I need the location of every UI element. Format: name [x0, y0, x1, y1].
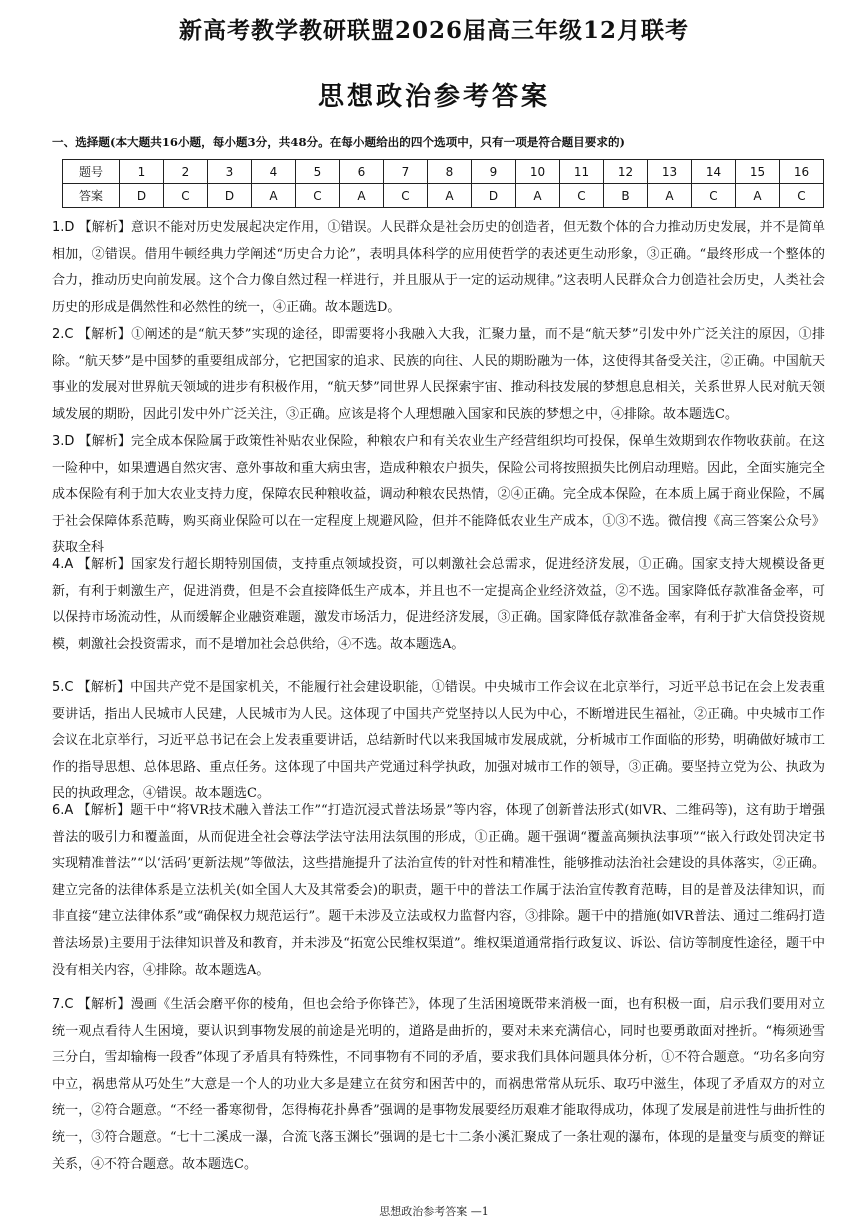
- question-number-cell: 1: [120, 160, 164, 184]
- question-number-cell: 15: [736, 160, 780, 184]
- table-row-numbers: [63, 160, 824, 184]
- question-number: 2.C: [52, 327, 74, 342]
- answer-cell: A: [516, 184, 560, 208]
- question-number-cell: 3: [208, 160, 252, 184]
- question-number: 3.D: [52, 434, 75, 449]
- question-number-cell: 14: [692, 160, 736, 184]
- row-label-number: 题号: [63, 160, 120, 184]
- answer-cell: C: [164, 184, 208, 208]
- answer-cell: D: [120, 184, 164, 208]
- section-heading: 一、选择题(本大题共16小题，每小题3分，共48分。在每小题给出的四个选项中，只有一项是符合题目要求的): [52, 135, 626, 149]
- table-row-answers: [63, 184, 824, 208]
- answer-cell: D: [472, 184, 516, 208]
- question-number-cell: 4: [252, 160, 296, 184]
- answer-cell: A: [648, 184, 692, 208]
- question-number: 1.D: [52, 220, 75, 235]
- row-label-answer: 答案: [63, 184, 120, 208]
- explanation-6: [52, 798, 825, 984]
- answer-cell: A: [252, 184, 296, 208]
- answer-cell: C: [692, 184, 736, 208]
- explanation-4: [52, 552, 825, 658]
- question-number-cell: 10: [516, 160, 560, 184]
- question-number-cell: 7: [384, 160, 428, 184]
- question-number-cell: 8: [428, 160, 472, 184]
- question-number-cell: 11: [560, 160, 604, 184]
- explanation-text: 【解析】①阐述的是“航天梦”实现的途径，即需要将小我融入大我，汇聚力量，而不是“航天梦”引发中外广泛关注的原因，①排除。“航天梦”是中国梦的重要组成部分，它把国家的追求、民族的向往、人民的期盼融为一体，这使得其备受关注，②正确。中国航天事业的发展对世界航天领域的进步有积极作用，“航天梦”同世界人民探索宇宙、推动科技发展的梦想息息相关，关系世界人民对航天领域发展的期盼，因此引发中外广泛关注，③正确。应该是将个人理想融入国家和民族的梦想之中，④排除。故本题选C。: [52, 327, 825, 422]
- page-subtitle: 思想政治参考答案: [317, 82, 550, 112]
- question-number: 5.C: [52, 680, 74, 695]
- explanation-1: [52, 215, 825, 321]
- answer-cell: C: [780, 184, 824, 208]
- explanation-3: [52, 429, 825, 562]
- page-footer: 思想政治参考答案 —1: [379, 1205, 489, 1218]
- explanation-5: [52, 675, 825, 808]
- explanation-text: 【解析】题干中“将VR技术融入普法工作”“打造沉浸式普法场景”等内容，体现了创新普法形式(如VR、二维码等)，这有助于增强普法的吸引力和覆盖面，从而促进全社会尊法学法守法用法氛围的形成，①正确。题干强调“覆盖高频执法事项”“嵌入行政处罚决定书实现精准普法”“以‘活码’更新法规”等做法，这些措施提升了法治宣传的针对性和精准性，能够推动法治社会建设的具体落实，②正确。建立完备的法律体系是立法机关(如全国人大及其常委会)的职责，题干中的普法工作属于法治宣传教育范畴，目的是普及法律知识，而非直接“建立法律体系”或“确保权力规范运行”。题干未涉及立法或权力监督内容，③排除。题干中的措施(如VR普法、通过二维码打造普法场景)主要用于法律知识普及和教育，并未涉及“拓宽公民维权渠道”。维权渠道通常指行政复议、诉讼、信访等制度性途径，题干中没有相关内容，④排除。故本题选A。: [52, 803, 825, 978]
- question-number: 6.A: [52, 803, 74, 818]
- answer-cell: A: [428, 184, 472, 208]
- answer-cell: C: [384, 184, 428, 208]
- explanation-text: 【解析】国家发行超长期特别国债，支持重点领域投资，可以刺激社会总需求，促进经济发展，①正确。国家支持大规模设备更新，有利于刺激生产，促进消费，但是不会直接降低生产成本，并且也不一定提高企业经济效益，②不选。国家降低存款准备金率，可以保持市场流动性，从而缓解企业融资难题，激发市场活力，促进经济发展，③正确。国家降低存款准备金率，有利于扩大信贷投资规模，刺激社会投资需求，而不是增加社会总供给，④不选。故本题选A。: [52, 557, 825, 652]
- answer-cell: A: [340, 184, 384, 208]
- explanation-text: 【解析】完全成本保险属于政策性补贴农业保险，种粮农户和有关农业生产经营组织均可投保，保单生效期到农作物收获前。在这一险种中，如果遭遇自然灾害、意外事故和重大病虫害，造成种粮农户损失，保险公司将按照损失比例启动理赔。因此，全面实施完全成本保险有利于加大农业支持力度，保障农民种粮收益，调动种粮农民热情，②④正确。完全成本保险，在本质上属于商业保险，不属于社会保障体系范畴，购买商业保险可以在一定程度上规避风险，但并不能降低农业生产成本，①③不选。微信搜《高三答案公众号》获取全科: [52, 434, 825, 556]
- question-number-cell: 9: [472, 160, 516, 184]
- answer-cell: C: [296, 184, 340, 208]
- question-number-cell: 13: [648, 160, 692, 184]
- page-title: 新高考教学教研联盟2026届高三年级12月联考: [178, 17, 690, 44]
- question-number-cell: 16: [780, 160, 824, 184]
- question-number-cell: 5: [296, 160, 340, 184]
- question-number-cell: 12: [604, 160, 648, 184]
- answer-table: [62, 159, 824, 208]
- answer-cell: B: [604, 184, 648, 208]
- explanation-7: [52, 992, 825, 1178]
- answer-cell: A: [736, 184, 780, 208]
- explanation-2: [52, 322, 825, 428]
- answer-cell: D: [208, 184, 252, 208]
- question-number: 4.A: [52, 557, 74, 572]
- question-number: 7.C: [52, 997, 74, 1012]
- question-number-cell: 6: [340, 160, 384, 184]
- answer-cell: C: [560, 184, 604, 208]
- explanation-text: 【解析】漫画《生活会磨平你的棱角，但也会给予你锋芒》，体现了生活困境既带来消极一面，也有积极一面，启示我们要用对立统一观点看待人生困境，要认识到事物发展的前途是光明的，道路是曲折的，要对未来充满信心，同时也要勇敢面对挫折。“梅须逊雪三分白，雪却输梅一段香”体现了矛盾具有特殊性，不同事物有不同的矛盾，要求我们具体问题具体分析，①不符合题意。“功名多向穷中立，祸患常从巧处生”大意是一个人的功业大多是建立在贫穷和困苦中的，而祸患常常从玩乐、取巧中滋生，体现了矛盾双方的对立统一，②符合题意。“不经一番寒彻骨，怎得梅花扑鼻香”强调的是事物发展要经历艰难才能取得成功，体现了发展是前进性与曲折性的统一，③符合题意。“七十二溪成一瀑，合流飞落玉渊长”强调的是七十二条小溪汇聚成了一条壮观的瀑布，体现的是量变与质变的辩证关系，④不符合题意。故本题选C。: [52, 997, 825, 1172]
- question-number-cell: 2: [164, 160, 208, 184]
- explanation-text: 【解析】中国共产党不是国家机关，不能履行社会建设职能，①错误。中央城市工作会议在北京举行，习近平总书记在会上发表重要讲话，指出人民城市人民建，人民城市为人民。这体现了中国共产党坚持以人民为中心，不断增进民生福祉，②正确。中央城市工作会议在北京举行，习近平总书记在会上发表重要讲话，总结新时代以来我国城市发展成就，分析城市工作面临的形势，明确做好城市工作的指导思想、总体思路、重点任务。这体现了中国共产党通过科学执政，加强对城市工作的领导，③正确。要坚持立党为公、执政为民的执政理念，④错误。故本题选C。: [52, 680, 825, 802]
- explanation-text: 【解析】意识不能对历史发展起决定作用，①错误。人民群众是社会历史的创造者，但无数个体的合力推动历史发展，并不是简单相加，②错误。借用牛顿经典力学阐述“历史合力论”，表明具体科学的应用使哲学的表述更生动形象，③正确。“最终形成一个整体的合力，推动历史向前发展。这个合力像自然过程一样进行，并且服从于一定的运动规律。”这表明人民群众合力创造社会历史，人类社会历史的形成是偶然性和必然性的统一，④正确。故本题选D。: [52, 220, 825, 315]
